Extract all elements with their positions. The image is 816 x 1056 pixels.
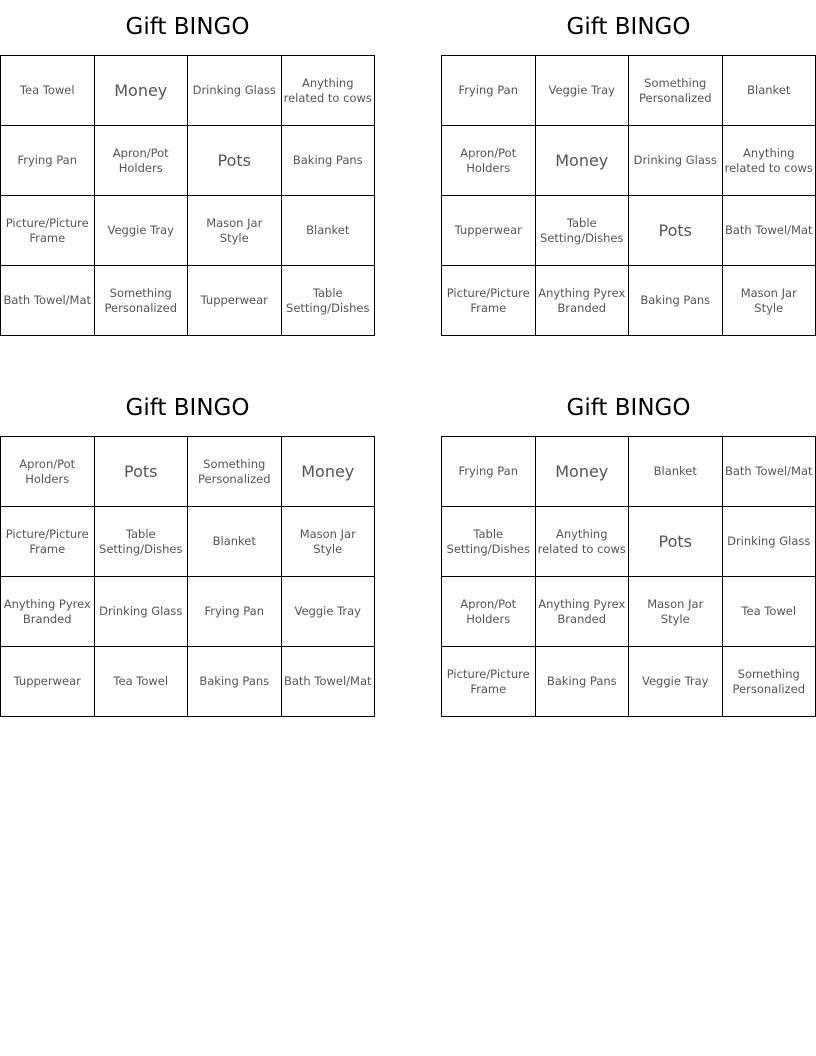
card-title: Gift BINGO bbox=[125, 395, 250, 421]
bingo-cell: Mason Jar Style bbox=[188, 196, 282, 266]
bingo-cell: Veggie Tray bbox=[536, 56, 630, 126]
card-title: Gift BINGO bbox=[125, 14, 250, 40]
bingo-cell: Frying Pan bbox=[188, 577, 282, 647]
bingo-cell: Money bbox=[536, 437, 630, 507]
bingo-cell: Veggie Tray bbox=[282, 577, 376, 647]
bingo-card-1 bbox=[0, 0, 375, 336]
bingo-card-3 bbox=[0, 381, 375, 717]
bingo-cell: Pots bbox=[629, 196, 723, 266]
bingo-cell: Something Personalized bbox=[723, 647, 816, 717]
bingo-cell: Baking Pans bbox=[629, 266, 723, 336]
bingo-grid bbox=[0, 436, 375, 717]
bingo-cell: Something Personalized bbox=[188, 437, 282, 507]
bingo-cell: Tea Towel bbox=[723, 577, 816, 647]
bingo-cell: Apron/Pot Holders bbox=[442, 126, 536, 196]
bingo-cell: Table Setting/Dishes bbox=[95, 507, 189, 577]
bingo-cell: Baking Pans bbox=[282, 126, 376, 196]
bingo-cell: Picture/Picture Frame bbox=[1, 196, 95, 266]
bingo-cell: Money bbox=[95, 56, 189, 126]
bingo-cell: Baking Pans bbox=[536, 647, 630, 717]
bingo-cell: Money bbox=[536, 126, 630, 196]
bingo-cell: Anything Pyrex Branded bbox=[536, 266, 630, 336]
bingo-grid bbox=[441, 436, 816, 717]
bingo-cell: Bath Towel/Mat bbox=[1, 266, 95, 336]
bingo-cell: Frying Pan bbox=[442, 437, 536, 507]
bingo-cell: Table Setting/Dishes bbox=[442, 507, 536, 577]
bingo-cell: Pots bbox=[629, 507, 723, 577]
bingo-cell: Blanket bbox=[188, 507, 282, 577]
bingo-cell: Mason Jar Style bbox=[629, 577, 723, 647]
bingo-cell: Something Personalized bbox=[629, 56, 723, 126]
bingo-cell: Baking Pans bbox=[188, 647, 282, 717]
bingo-cell: Anything related to cows bbox=[282, 56, 376, 126]
bingo-cell: Picture/Picture Frame bbox=[1, 507, 95, 577]
card-title: Gift BINGO bbox=[566, 395, 691, 421]
bingo-cell: Drinking Glass bbox=[723, 507, 816, 577]
bingo-cell: Drinking Glass bbox=[95, 577, 189, 647]
bingo-card-4 bbox=[441, 381, 816, 717]
bingo-cell: Bath Towel/Mat bbox=[723, 196, 816, 266]
bingo-cell: Picture/Picture Frame bbox=[442, 266, 536, 336]
bingo-cell: Apron/Pot Holders bbox=[1, 437, 95, 507]
bingo-grid bbox=[0, 55, 375, 336]
bingo-cell: Apron/Pot Holders bbox=[95, 126, 189, 196]
bingo-cell: Money bbox=[282, 437, 376, 507]
bingo-cell: Something Personalized bbox=[95, 266, 189, 336]
bingo-cell: Pots bbox=[95, 437, 189, 507]
card-title: Gift BINGO bbox=[566, 14, 691, 40]
bingo-cell: Tupperwear bbox=[1, 647, 95, 717]
bingo-cell: Blanket bbox=[629, 437, 723, 507]
bingo-cell: Table Setting/Dishes bbox=[536, 196, 630, 266]
bingo-cell: Drinking Glass bbox=[629, 126, 723, 196]
bingo-cell: Tea Towel bbox=[95, 647, 189, 717]
bingo-cell: Anything Pyrex Branded bbox=[536, 577, 630, 647]
bingo-cell: Frying Pan bbox=[1, 126, 95, 196]
bingo-cell: Veggie Tray bbox=[95, 196, 189, 266]
bingo-cell: Table Setting/Dishes bbox=[282, 266, 376, 336]
bingo-cell: Tupperwear bbox=[188, 266, 282, 336]
bingo-cell: Blanket bbox=[282, 196, 376, 266]
bingo-cell: Drinking Glass bbox=[188, 56, 282, 126]
bingo-cell: Tea Towel bbox=[1, 56, 95, 126]
bingo-cell: Mason Jar Style bbox=[723, 266, 816, 336]
bingo-cell: Bath Towel/Mat bbox=[723, 437, 816, 507]
bingo-cell: Anything related to cows bbox=[536, 507, 630, 577]
bingo-cell: Picture/Picture Frame bbox=[442, 647, 536, 717]
bingo-cell: Anything Pyrex Branded bbox=[1, 577, 95, 647]
bingo-cell: Anything related to cows bbox=[723, 126, 816, 196]
bingo-cell: Pots bbox=[188, 126, 282, 196]
bingo-cell: Apron/Pot Holders bbox=[442, 577, 536, 647]
bingo-cell: Tupperwear bbox=[442, 196, 536, 266]
bingo-cell: Bath Towel/Mat bbox=[282, 647, 376, 717]
bingo-grid bbox=[441, 55, 816, 336]
bingo-cell: Veggie Tray bbox=[629, 647, 723, 717]
bingo-card-2 bbox=[441, 0, 816, 336]
bingo-cell: Blanket bbox=[723, 56, 816, 126]
bingo-cell: Mason Jar Style bbox=[282, 507, 376, 577]
bingo-cell: Frying Pan bbox=[442, 56, 536, 126]
